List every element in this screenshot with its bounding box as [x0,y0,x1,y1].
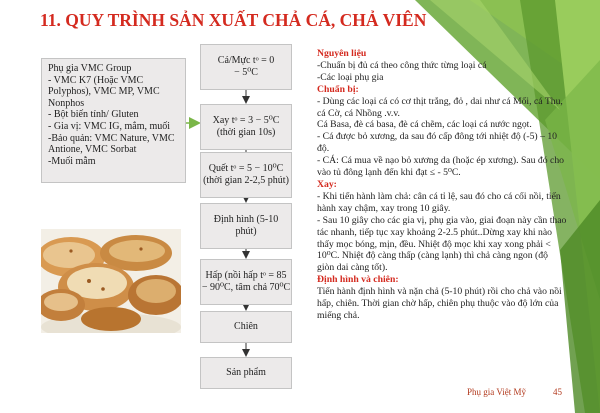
step-shape [200,203,292,249]
note-line: -Các loại phụ gia [317,71,384,83]
note-line: - Dùng các loại cá có cơ thịt trắng, đỏ , dai như cá Mối, cá Thu, cá Cờ, cá Nhồng .v.v. [317,95,563,119]
fish-cake-photo [41,229,181,333]
additive-line: Antione, VMC Sorbat [48,144,137,156]
step-fish-squid [200,44,292,90]
additive-line: - VMC K7 (Hoặc VMC [48,74,144,86]
note-line: - Cá được bỏ xương, da sau đó cấp đông tới nhiệt độ (-5) – 10 độ. [317,131,558,155]
additive-line: -Muối mẫm [48,155,96,167]
additive-line: - Gia vị: VMC IG, mắm, muối [48,120,171,132]
additive-line: - Bột biến tính/ Gluten [48,109,139,121]
additives-box [41,58,186,183]
step-steam [200,259,292,305]
additive-line: Phụ gia VMC Group [48,63,132,74]
note-line: -Chuẩn bị đủ cá theo công thức từng loại cá [317,59,487,71]
ingredients-heading: Nguyên liệu [317,48,367,59]
step-line: − 90⁰C, tâm chả 70⁰C [201,282,291,293]
step-line: Định hình (5-10 [213,214,279,225]
step-pound [200,152,292,198]
grind-heading: Xay: [317,178,337,190]
step-grind [200,104,292,150]
step-line: phút) [235,226,257,237]
page-title: 11. QUY TRÌNH SẢN XUẤT CHẢ CÁ, CHẢ VIÊN [40,10,427,30]
step-line: Chiên [234,321,258,332]
additive-line: Nonphos [48,97,85,109]
step-line: Hấp (nồi hấp tᵒ = 85 [205,270,287,281]
step-line: Sản phẩm [226,367,266,378]
note-line: - Khi tiến hành làm chả: cân cá tỉ lệ, sau đó cho cá cối nồi, tiến hành xay chậm, xay trong 10 giây. [317,190,561,214]
footer-brand: Phụ gia Việt Mỹ [467,387,527,397]
prep-heading: Chuẩn bị: [317,83,359,95]
step-line: Xay tᵒ = 3 − 5⁰C [212,115,280,126]
note-line: Tiến hành định hình và nặn chả (5-10 phút) rồi cho chả vào nồi hấp, chiên. Thời gian chờ hấp, chiên phụ thuộc vào độ lớn của miếng chả. [317,286,562,321]
note-line: - CÁ: Cá mua về nạo bỏ xương da (hoặc ép xương). Sau đó cho vào tủ đông lạnh đến khi đạt ≤ - 5⁰C. [317,155,565,179]
additive-line: -Bảo quản: VMC Nature, VMC [48,132,175,144]
note-line: Cá Basa, đè cá basa, đè cá chẽm, các loại cá nước ngọt. [317,119,532,131]
step-product [200,357,292,389]
process-notes [317,48,567,322]
note-line: - Sau 10 giây cho các gia vị, phụ gia vào, giai đoạn này cần thao tác nhanh, tiếp tục xay khoảng 2-2.5 phút..Dừng xay khi nào thấy mọc bóng, mịn, đều. Nhiệt độ mọc khi xay xong phải < 10⁰C. Nhiệt độ càng thấp (càng lạnh) thì chả càng ngon (độ giòn dai càng tốt). [317,214,567,274]
step-fry [200,311,292,343]
step-line: Quết tᵒ = 5 − 10⁰C [208,163,284,174]
step-line: (thời gian 2-2,5 phút) [203,175,289,186]
page-number: 45 [553,387,562,397]
step-line: (thời gian 10s) [216,127,276,138]
additive-line: Polyphos), VMC MP, VMC [48,86,160,98]
shape-heading: Định hình và chiên: [317,274,399,286]
step-line: − 5⁰C [234,67,258,78]
step-line: Cá/Mực tᵒ = 0 [217,55,275,66]
